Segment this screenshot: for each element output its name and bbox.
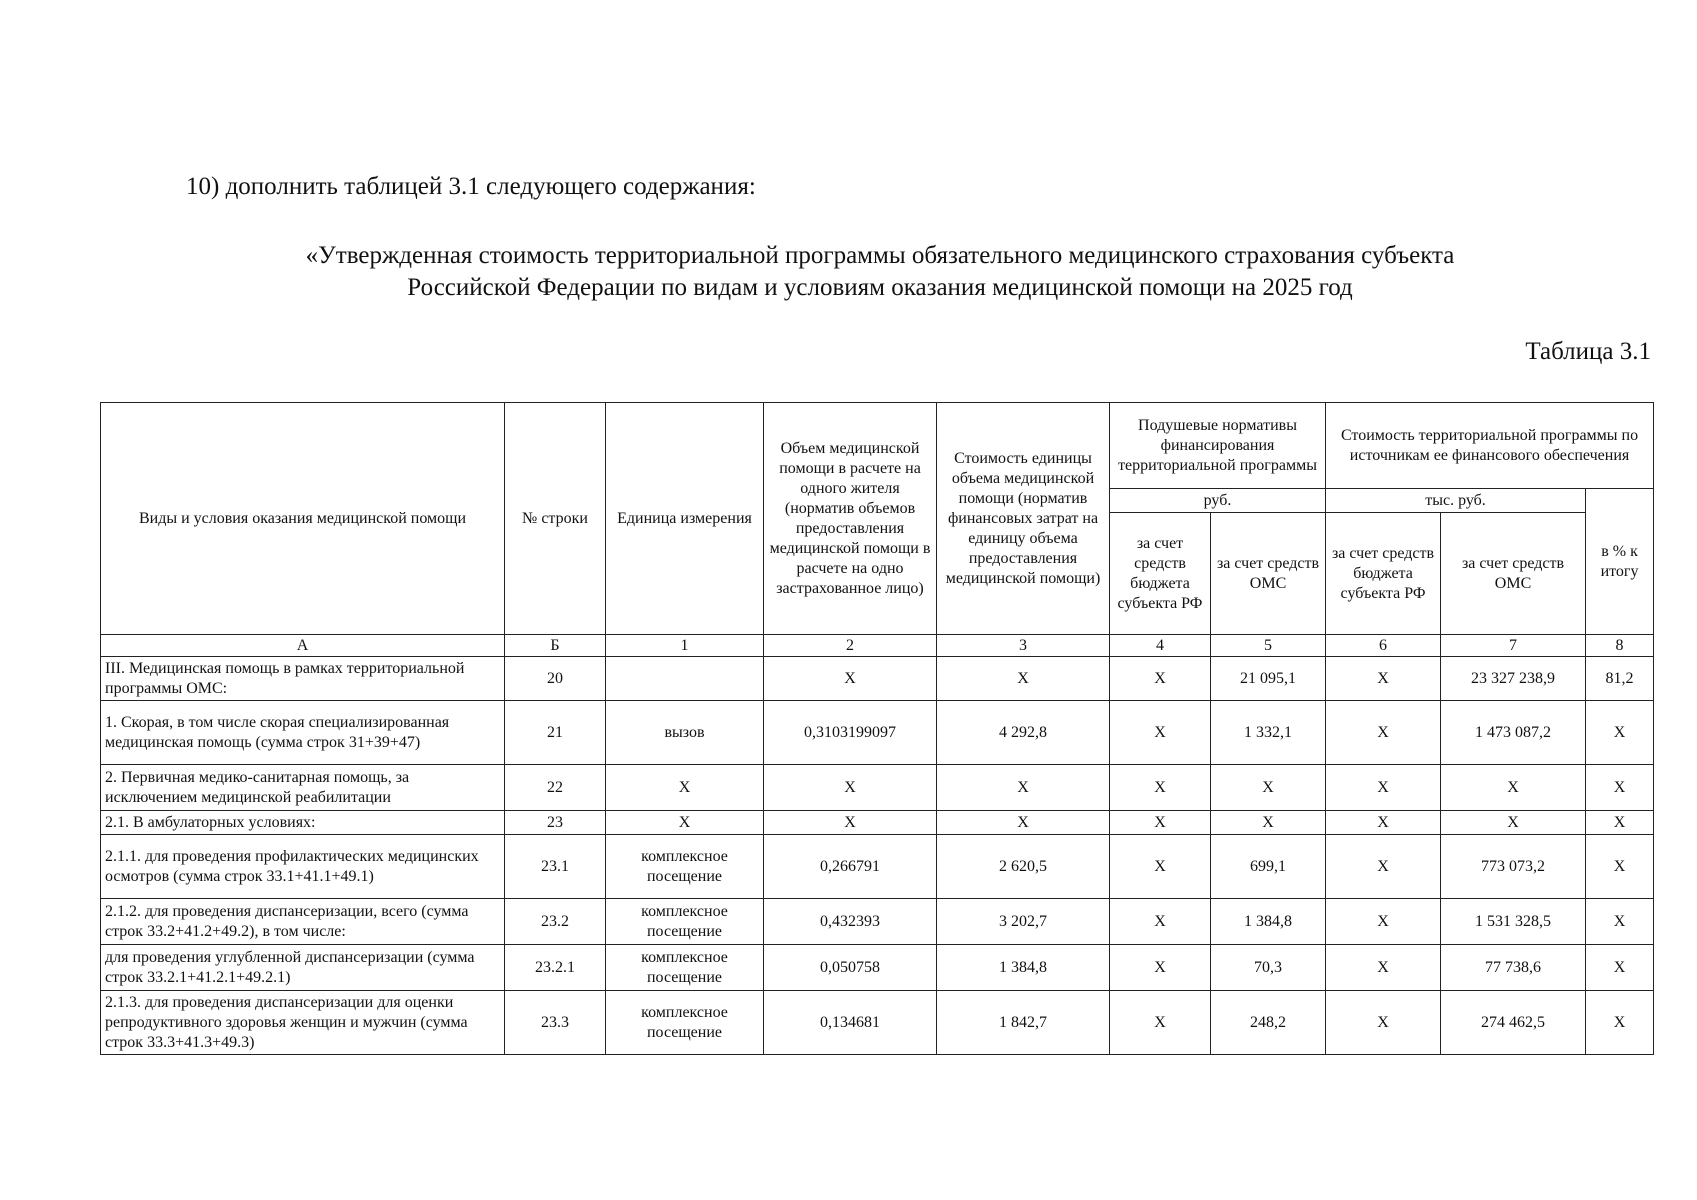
cell-oms-cost: 1 473 087,2 <box>1441 701 1586 765</box>
column-index-row <box>101 635 1654 657</box>
cell-volume: X <box>764 811 937 835</box>
cell-percent: X <box>1586 835 1654 899</box>
intro-text: 10) дополнить таблицей 3.1 следующего содержания: <box>186 173 756 200</box>
row-label: 2. Первичная медико-санитарная помощь, за исключением медицинской реабилитации <box>101 765 505 811</box>
cell-percent: X <box>1586 701 1654 765</box>
cell-volume: 0,134681 <box>764 991 937 1055</box>
cell-oms-cost: 1 531 328,5 <box>1441 899 1586 945</box>
cell-unit-cost: X <box>937 811 1110 835</box>
cell-budget-per-capita: X <box>1110 765 1211 811</box>
cell-oms-cost: X <box>1441 765 1586 811</box>
cell-unit-cost: X <box>937 765 1110 811</box>
cell-unit-cost: X <box>937 657 1110 701</box>
header-thous-rub: тыс. руб. <box>1326 489 1586 513</box>
heading-line-2: Российской Федерации по видам и условиям оказания медицинской помощи на 2025 год <box>407 274 1353 301</box>
row-number: 23.3 <box>505 991 606 1055</box>
cell-oms-per-capita: 248,2 <box>1211 991 1326 1055</box>
cell-oms-cost: 773 073,2 <box>1441 835 1586 899</box>
cell-percent: 81,2 <box>1586 657 1654 701</box>
cell-unit: X <box>606 765 764 811</box>
cell-percent: X <box>1586 899 1654 945</box>
header-per-capita-group: Подушевые нормативы финансирования территориальной программы <box>1110 403 1326 489</box>
cell-percent: X <box>1586 991 1654 1055</box>
header-unit: Единица измерения <box>606 403 764 635</box>
cell-budget-per-capita: X <box>1110 835 1211 899</box>
header-budget-cost: за счет средств бюджета субъекта РФ <box>1326 513 1441 635</box>
cell-budget-cost: X <box>1326 945 1441 991</box>
row-number: 22 <box>505 765 606 811</box>
column-index-cell: 7 <box>1441 635 1586 657</box>
cell-unit-cost: 3 202,7 <box>937 899 1110 945</box>
table-row <box>101 835 1654 899</box>
cell-budget-cost: X <box>1326 657 1441 701</box>
row-number: 23.2 <box>505 899 606 945</box>
cell-oms-per-capita: 70,3 <box>1211 945 1326 991</box>
header-oms-cost: за счет средств ОМС <box>1441 513 1586 635</box>
column-index-cell: 3 <box>937 635 1110 657</box>
cell-unit <box>606 657 764 701</box>
row-label: 1. Скорая, в том числе скорая специализированная медицинская помощь (сумма строк 31+39+47) <box>101 701 505 765</box>
cell-budget-per-capita: X <box>1110 991 1211 1055</box>
column-index-cell: 4 <box>1110 635 1211 657</box>
cell-oms-cost: 77 738,6 <box>1441 945 1586 991</box>
cell-unit: комплексное посещение <box>606 991 764 1055</box>
cell-oms-cost: 274 462,5 <box>1441 991 1586 1055</box>
header-percent: в % к итогу <box>1586 489 1654 635</box>
cell-oms-cost: X <box>1441 811 1586 835</box>
table-row <box>101 899 1654 945</box>
row-label: III. Медицинская помощь в рамках территориальной программы ОМС: <box>101 657 505 701</box>
column-index-cell: 6 <box>1326 635 1441 657</box>
row-label: 2.1.1. для проведения профилактических медицинских осмотров (сумма строк 33.1+41.1+49.1) <box>101 835 505 899</box>
header-oms-per-capita: за счет средств ОМС <box>1211 513 1326 635</box>
document-heading <box>100 240 1660 304</box>
header-rub: руб. <box>1110 489 1326 513</box>
header-cost-group: Стоимость территориальной программы по источникам ее финансового обеспечения <box>1326 403 1654 489</box>
table-row <box>101 701 1654 765</box>
cell-oms-per-capita: 1 332,1 <box>1211 701 1326 765</box>
cell-budget-per-capita: X <box>1110 701 1211 765</box>
cell-budget-cost: X <box>1326 899 1441 945</box>
cell-oms-per-capita: 21 095,1 <box>1211 657 1326 701</box>
cell-unit: комплексное посещение <box>606 945 764 991</box>
cell-oms-cost: 23 327 238,9 <box>1441 657 1586 701</box>
row-label: 2.1.2. для проведения диспансеризации, всего (сумма строк 33.2+41.2+49.2), в том числе: <box>101 899 505 945</box>
cell-volume: 0,432393 <box>764 899 937 945</box>
cell-budget-cost: X <box>1326 811 1441 835</box>
cell-volume: X <box>764 765 937 811</box>
cell-volume: X <box>764 657 937 701</box>
cell-volume: 0,3103199097 <box>764 701 937 765</box>
cell-unit: комплексное посещение <box>606 899 764 945</box>
table-row <box>101 657 1654 701</box>
cell-unit: вызов <box>606 701 764 765</box>
table-row <box>101 765 1654 811</box>
row-label: 2.1.3. для проведения диспансеризации для оценки репродуктивного здоровья женщин и мужчин (сумма строк 33.3+41.3+49.3) <box>101 991 505 1055</box>
cell-budget-per-capita: X <box>1110 657 1211 701</box>
column-index-cell: А <box>101 635 505 657</box>
cell-oms-per-capita: X <box>1211 765 1326 811</box>
column-index-cell: 1 <box>606 635 764 657</box>
cell-unit-cost: 1 842,7 <box>937 991 1110 1055</box>
cell-unit-cost: 4 292,8 <box>937 701 1110 765</box>
cell-volume: 0,266791 <box>764 835 937 899</box>
cell-volume: 0,050758 <box>764 945 937 991</box>
table-row <box>101 945 1654 991</box>
cell-percent: X <box>1586 811 1654 835</box>
cell-unit: комплексное посещение <box>606 835 764 899</box>
cell-oms-per-capita: 699,1 <box>1211 835 1326 899</box>
cell-budget-cost: X <box>1326 991 1441 1055</box>
header-budget-per-capita: за счет средств бюджета субъекта РФ <box>1110 513 1211 635</box>
row-label: для проведения углубленной диспансеризации (сумма строк 33.2.1+41.2.1+49.2.1) <box>101 945 505 991</box>
row-number: 20 <box>505 657 606 701</box>
cell-oms-per-capita: 1 384,8 <box>1211 899 1326 945</box>
header-volume: Объем медицинской помощи в расчете на одного жителя (норматив объемов предоставления медицинской помощи в расчете на одно застрахованное лицо) <box>764 403 937 635</box>
header-row-number: № строки <box>505 403 606 635</box>
table-row <box>101 991 1654 1055</box>
cell-percent: X <box>1586 765 1654 811</box>
column-index-cell: 2 <box>764 635 937 657</box>
row-number: 21 <box>505 701 606 765</box>
table-row <box>101 811 1654 835</box>
table-label: Таблица 3.1 <box>1525 338 1651 365</box>
row-number: 23.2.1 <box>505 945 606 991</box>
header-unit-cost: Стоимость единицы объема медицинской помощи (норматив финансовых затрат на единицу объема предоставления медицинской помощи) <box>937 403 1110 635</box>
cell-budget-per-capita: X <box>1110 811 1211 835</box>
cell-unit-cost: 1 384,8 <box>937 945 1110 991</box>
column-index-cell: 8 <box>1586 635 1654 657</box>
column-index-cell: 5 <box>1211 635 1326 657</box>
row-label: 2.1. В амбулаторных условиях: <box>101 811 505 835</box>
cell-budget-cost: X <box>1326 701 1441 765</box>
header-kinds: Виды и условия оказания медицинской помощи <box>101 403 505 635</box>
cell-budget-per-capita: X <box>1110 945 1211 991</box>
cell-budget-cost: X <box>1326 835 1441 899</box>
cell-oms-per-capita: X <box>1211 811 1326 835</box>
cell-budget-cost: X <box>1326 765 1441 811</box>
column-index-cell: Б <box>505 635 606 657</box>
cell-unit: X <box>606 811 764 835</box>
cell-budget-per-capita: X <box>1110 899 1211 945</box>
row-number: 23 <box>505 811 606 835</box>
cell-unit-cost: 2 620,5 <box>937 835 1110 899</box>
cost-table <box>100 402 1654 1055</box>
row-number: 23.1 <box>505 835 606 899</box>
cell-percent: X <box>1586 945 1654 991</box>
heading-line-1: «Утвержденная стоимость территориальной программы обязательного медицинского страхования субъекта <box>305 242 1455 269</box>
